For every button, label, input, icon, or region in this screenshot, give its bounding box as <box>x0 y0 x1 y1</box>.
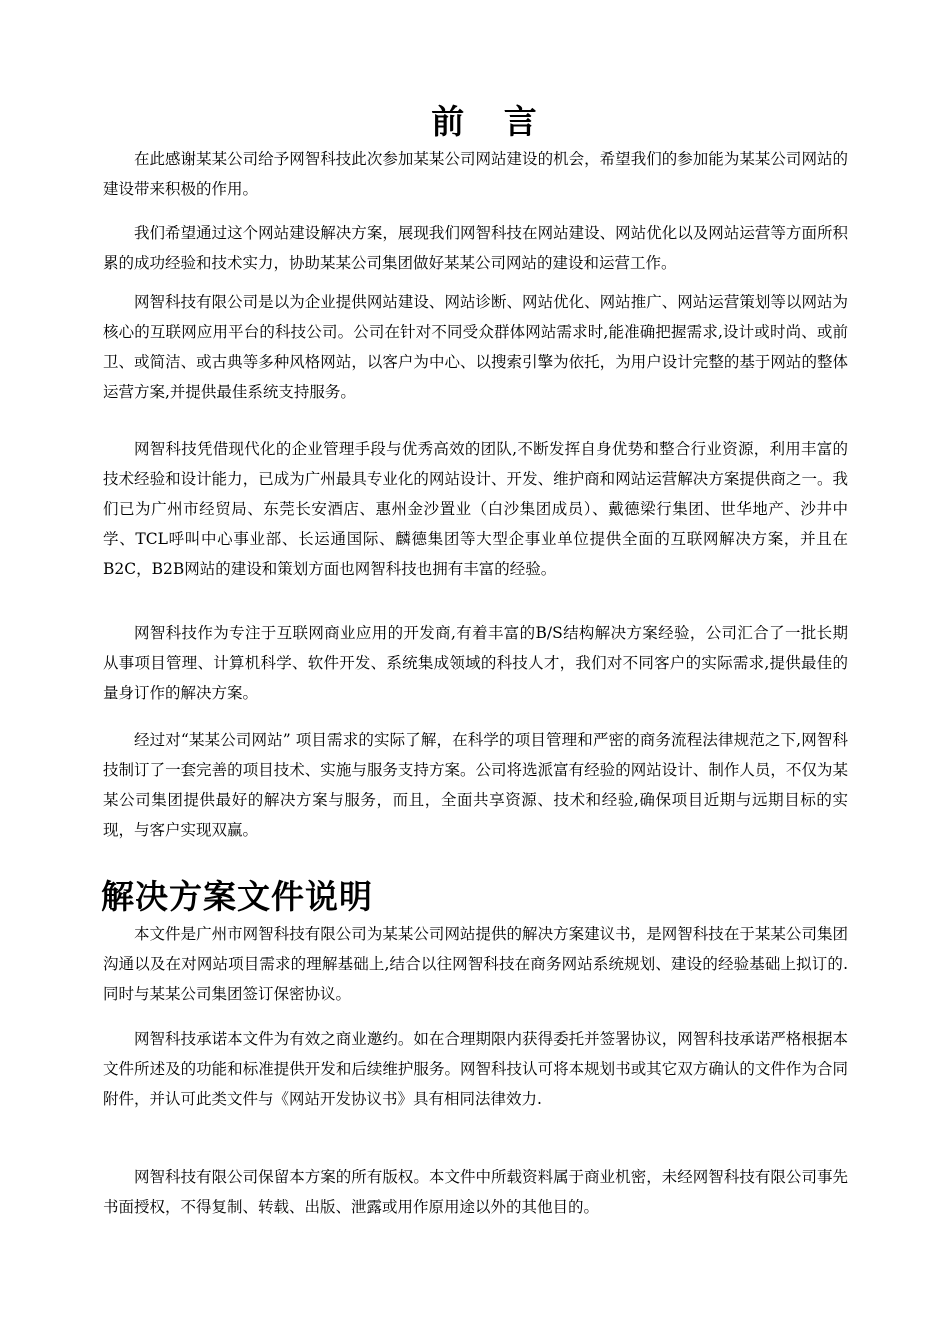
preface-paragraph-4: 网智科技凭借现代化的企业管理手段与优秀高效的团队,不断发挥自身优势和整合行业资源，利用丰富的技术经验和设计能力，已成为广州最具专业化的网站设计、开发、维护商和网站运营解决方案提供商之一。我们已为广州市经贸局、东莞长安酒店、惠州金沙置业（白沙集团成员）、戴德梁行集团、世华地产、沙井中学、TCL呼叫中心事业部、长运通国际、麟德集团等大型企事业单位提供全面的互联网解决方案，并且在B2C，B2B网站的建设和策划方面也网智科技也拥有丰富的经验。 <box>103 440 848 578</box>
preface-paragraph-5: 网智科技作为专注于互联网商业应用的开发商,有着丰富的B/S结构解决方案经验，公司汇合了一批长期从事项目管理、计算机科学、软件开发、系统集成领域的科技人才，我们对不同客户的实际需求,提供最佳的量身订作的解决方案。 <box>103 624 848 702</box>
preface-paragraph-6: 经过对“某某公司网站” 项目需求的实际了解，在科学的项目管理和严密的商务流程法律规范之下,网智科技制订了一套完善的项目技术、实施与服务支持方案。公司将选派富有经验的网站设计、制作人员，不仅为某某公司集团提供最好的解决方案与服务，而且，全面共享资源、技术和经验,确保项目近期与远期目标的实现，与客户实现双赢。 <box>103 731 848 839</box>
solution-doc-title: 解决方案文件说明 <box>101 877 373 916</box>
solution-doc-paragraph-3: 网智科技有限公司保留本方案的所有版权。本文件中所载资料属于商业机密，未经网智科技有限公司事先书面授权，不得复制、转载、出版、泄露或用作原用途以外的其他目的。 <box>103 1168 848 1216</box>
preface-paragraph-2: 我们希望通过这个网站建设解决方案，展现我们网智科技在网站建设、网站优化以及网站运营等方面所积累的成功经验和技术实力，协助某某公司集团做好某某公司网站的建设和运营工作。 <box>103 224 848 272</box>
preface-title: 前 言 <box>431 102 551 141</box>
solution-doc-paragraph-1: 本文件是广州市网智科技有限公司为某某公司网站提供的解决方案建议书，是网智科技在于某某公司集团沟通以及在对网站项目需求的理解基础上,结合以往网智科技在商务网站系统规划、建设的经验基础上拟订的.同时与某某公司集团签订保密协议。 <box>103 925 848 1003</box>
preface-paragraph-1: 在此感谢某某公司给予网智科技此次参加某某公司网站建设的机会，希望我们的参加能为某某公司网站的建设带来积极的作用。 <box>103 150 848 198</box>
preface-paragraph-3: 网智科技有限公司是以为企业提供网站建设、网站诊断、网站优化、网站推广、网站运营策划等以网站为核心的互联网应用平台的科技公司。公司在针对不同受众群体网站需求时,能准确把握需求,设计或时尚、或前卫、或简洁、或古典等多种风格网站，以客户为中心、以搜索引擎为依托，为用户设计完整的基于网站的整体运营方案,并提供最佳系统支持服务。 <box>103 293 848 401</box>
solution-doc-paragraph-2: 网智科技承诺本文件为有效之商业邀约。如在合理期限内获得委托并签署协议，网智科技承诺严格根据本文件所述及的功能和标准提供开发和后续维护服务。网智科技认可将本规划书或其它双方确认的文件作为合同附件，并认可此类文件与《网站开发协议书》具有相同法律效力. <box>103 1030 848 1108</box>
